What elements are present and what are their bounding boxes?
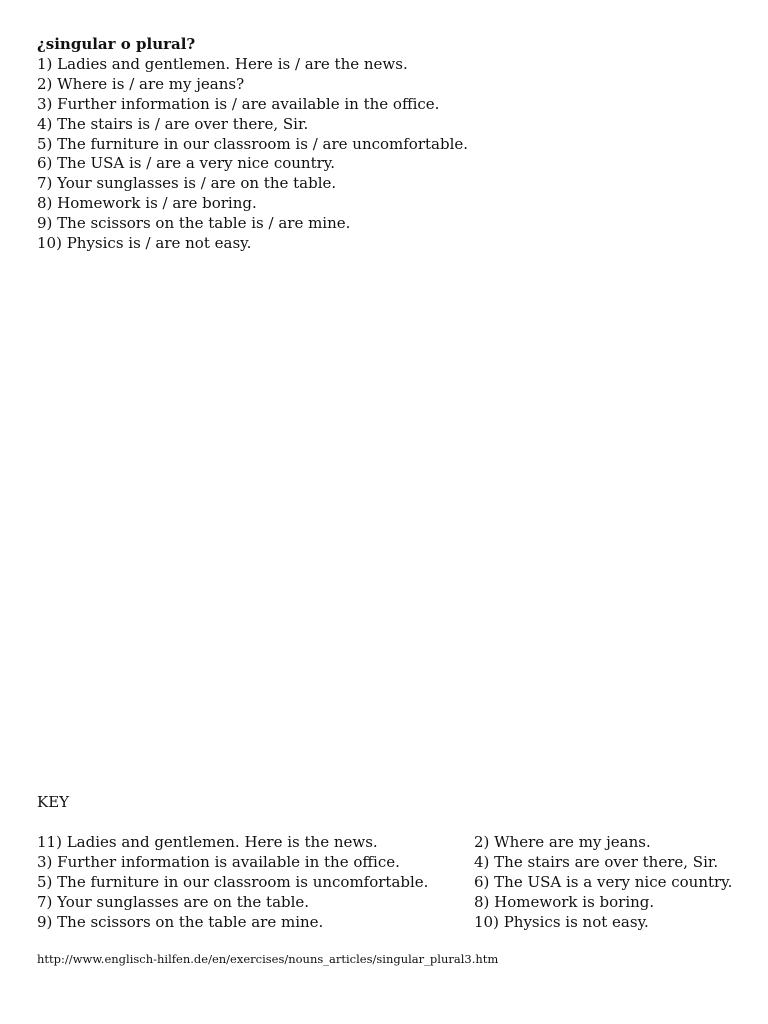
key-row xyxy=(37,833,757,853)
key-row xyxy=(37,893,757,913)
exercise-item-1: 1) Ladies and gentlemen. Here is / are the news. xyxy=(37,54,408,73)
key-answer-left: 9) The scissors on the table are mine. xyxy=(37,912,324,931)
key-answer-left: 3) Further information is available in the office. xyxy=(37,852,400,871)
exercise-block xyxy=(37,35,468,254)
key-row xyxy=(37,913,757,933)
key-row xyxy=(37,873,757,893)
exercise-item-5: 5) The furniture in our classroom is / are uncomfortable. xyxy=(37,134,469,153)
key-answer-right: 6) The USA is a very nice country. xyxy=(474,872,733,891)
exercise-title: ¿singular o plural? xyxy=(37,35,196,53)
answer-key xyxy=(37,833,757,932)
key-answer-left: 5) The furniture in our classroom is uncomfortable. xyxy=(37,872,429,891)
key-row xyxy=(37,853,757,873)
exercise-item-8: 8) Homework is / are boring. xyxy=(37,194,257,213)
exercise-item-10: 10) Physics is / are not easy. xyxy=(37,234,252,253)
source-url: http://www.englisch-hilfen.de/en/exercises/nouns_articles/singular_plural3.htm xyxy=(37,952,499,966)
key-answer-right: 10) Physics is not easy. xyxy=(474,912,649,931)
exercise-item-9: 9) The scissors on the table is / are mine. xyxy=(37,214,351,233)
exercise-item-6: 6) The USA is / are a very nice country. xyxy=(37,154,336,173)
key-heading: KEY xyxy=(37,793,70,811)
exercise-item-7: 7) Your sunglasses is / are on the table. xyxy=(37,174,337,193)
key-answer-right: 8) Homework is boring. xyxy=(474,892,655,911)
key-answer-right: 4) The stairs are over there, Sir. xyxy=(474,852,719,871)
key-answer-right: 2) Where are my jeans. xyxy=(474,833,651,851)
exercise-item-3: 3) Further information is / are available in the office. xyxy=(37,94,440,113)
key-answer-left: 7) Your sunglasses are on the table. xyxy=(37,892,310,911)
exercise-item-2: 2) Where is / are my jeans? xyxy=(37,74,245,93)
exercise-item-4: 4) The stairs is / are over there, Sir. xyxy=(37,114,309,133)
key-answer-left: 11) Ladies and gentlemen. Here is the news. xyxy=(37,833,378,851)
